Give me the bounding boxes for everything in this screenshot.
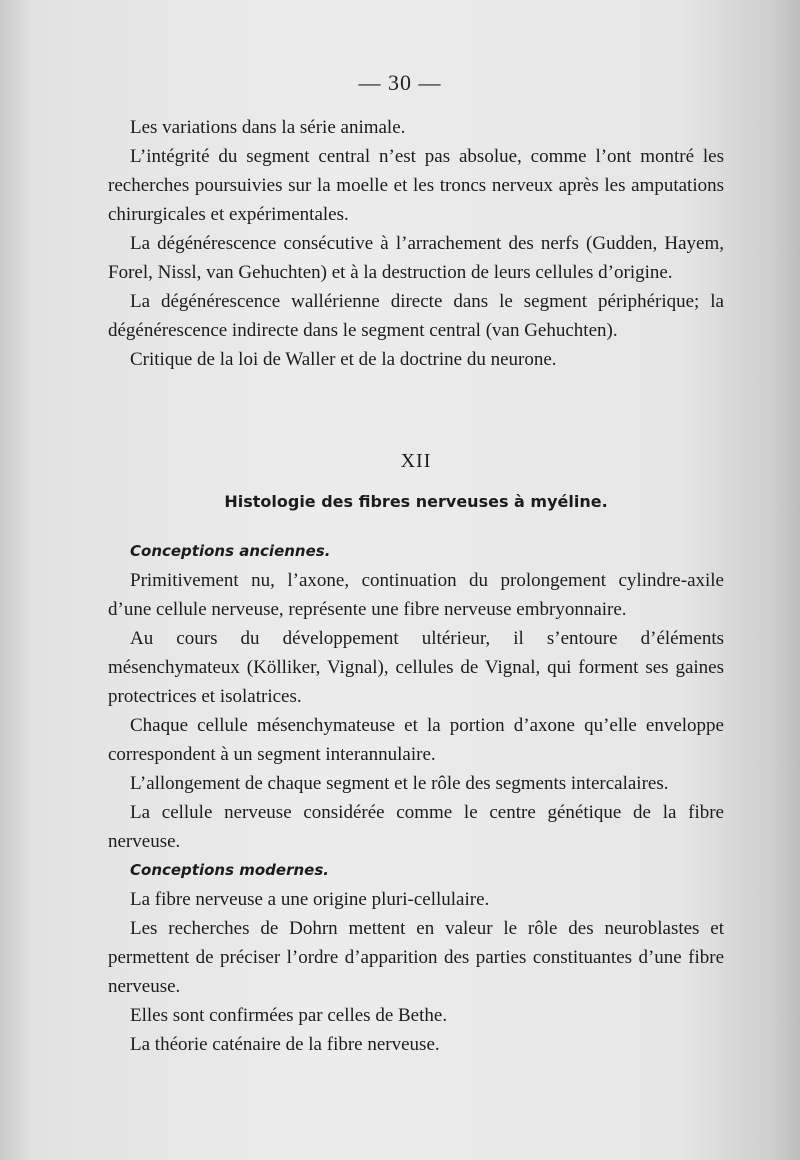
paragraph: Critique de la loi de Waller et de la doctrine du neurone.	[130, 349, 557, 370]
section-heading: Conceptions modernes.	[130, 861, 329, 879]
paragraph: Les variations dans la série animale.	[130, 117, 406, 138]
text-section-b	[108, 537, 724, 1059]
paragraph: L’allongement de chaque segment et le rôle des segments intercalaires.	[130, 773, 669, 794]
paragraph: L’intégrité du segment central n’est pas absolue, comme l’ont montré les recherches poursuivies sur la moelle et les troncs nerveux après les amputations chirurgicales et expérimentales.	[108, 146, 724, 225]
paragraph: Chaque cellule mésenchymateuse et la portion d’axone qu’elle enveloppe correspondent à un segment interannulaire.	[108, 715, 724, 765]
paragraph: Primitivement nu, l’axone, continuation du prolongement cylindre-axile d’une cellule nerveuse, représente une fibre nerveuse embryonnaire.	[108, 570, 724, 620]
paragraph: La dégénérescence wallérienne directe dans le segment périphérique; la dégénérescence indirecte dans le segment central (van Gehuchten).	[108, 291, 724, 341]
chapter-title: Histologie des fibres nerveuses à myéline.	[224, 492, 608, 511]
paragraph: Elles sont confirmées par celles de Bethe.	[130, 1005, 448, 1026]
paragraph: Les recherches de Dohrn mettent en valeur le rôle des neuroblastes et permettent de préciser l’ordre d’apparition des parties constituantes d’une fibre nerveuse.	[108, 918, 724, 997]
page-number: — 30 —	[358, 70, 442, 95]
section-heading: Conceptions anciennes.	[130, 542, 331, 560]
paragraph: La fibre nerveuse a une origine pluri-cellulaire.	[130, 889, 490, 910]
text-section-a	[108, 113, 724, 374]
paragraph: Au cours du développement ultérieur, il s’entoure d’éléments mésenchymateux (Kölliker, Vignal), cellules de Vignal, qui forment ses gaines protectrices et isolatrices.	[108, 628, 724, 707]
chapter-number: XII	[400, 450, 432, 472]
paragraph: La cellule nerveuse considérée comme le centre génétique de la fibre nerveuse.	[108, 802, 724, 852]
paragraph: La théorie caténaire de la fibre nerveuse.	[130, 1034, 440, 1055]
paragraph: La dégénérescence consécutive à l’arrachement des nerfs (Gudden, Hayem, Forel, Nissl, van Gehuchten) et à la destruction de leurs cellules d’origine.	[108, 233, 724, 283]
